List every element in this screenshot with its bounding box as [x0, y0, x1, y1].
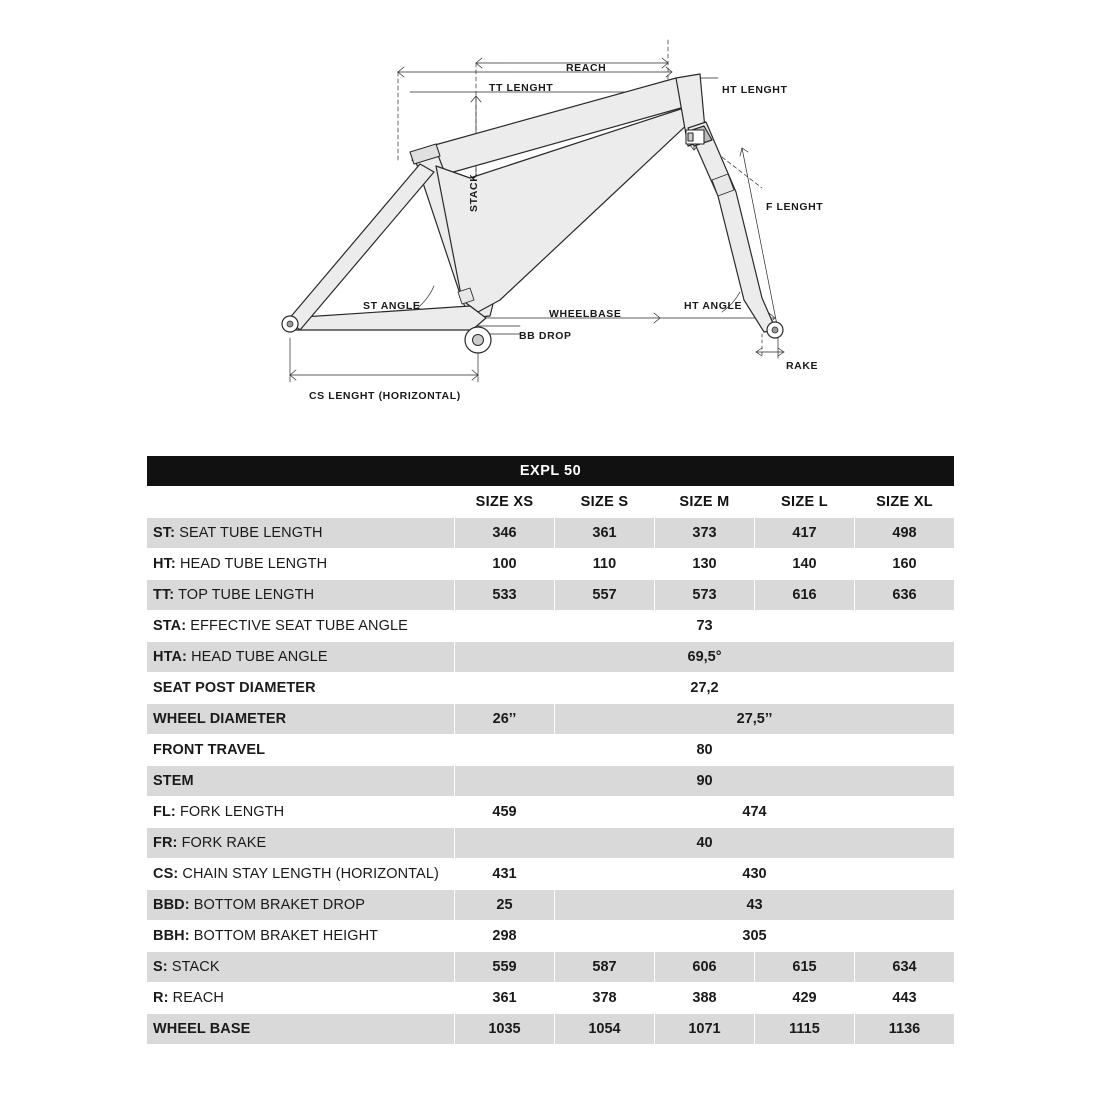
table-header-row [147, 487, 955, 518]
table-cell-value: 80 [455, 735, 955, 766]
table-row [147, 642, 955, 673]
table-cell-value: 140 [755, 549, 855, 580]
table-row [147, 580, 955, 611]
table-cell-value: 557 [555, 580, 655, 611]
table-cell-value: 388 [655, 983, 755, 1014]
table-row-label: STEM [147, 766, 455, 797]
table-row [147, 518, 955, 549]
table-cell-value: 474 [555, 797, 955, 828]
table-row [147, 921, 955, 952]
table-cell-value: 1054 [555, 1014, 655, 1045]
table-column-header: SIZE XL [855, 487, 955, 518]
label-ht-angle: HT ANGLE [684, 300, 743, 312]
label-tt-lenght: TT LENGHT [489, 82, 554, 94]
geometry-table-container [146, 455, 954, 1045]
table-row-label: STA: EFFECTIVE SEAT TUBE ANGLE [147, 611, 455, 642]
table-row-label: BBD: BOTTOM BRAKET DROP [147, 890, 455, 921]
table-header-blank [147, 487, 455, 518]
table-row [147, 704, 955, 735]
table-row [147, 828, 955, 859]
table-cell-value: 298 [455, 921, 555, 952]
table-title-row [147, 456, 955, 487]
table-row-label: WHEEL DIAMETER [147, 704, 455, 735]
table-cell-value: 634 [855, 952, 955, 983]
table-cell-value: 378 [555, 983, 655, 1014]
table-row-label: HT: HEAD TUBE LENGTH [147, 549, 455, 580]
table-cell-value: 25 [455, 890, 555, 921]
label-stack: STACK [468, 173, 480, 212]
table-cell-value: 27,5’’ [555, 704, 955, 735]
table-cell-value: 27,2 [455, 673, 955, 704]
table-title: EXPL 50 [147, 456, 955, 487]
table-row-label: BBH: BOTTOM BRAKET HEIGHT [147, 921, 455, 952]
table-cell-value: 373 [655, 518, 755, 549]
table-row [147, 766, 955, 797]
label-cs-lenght: CS LENGHT (HORIZONTAL) [309, 390, 461, 402]
table-cell-value: 1115 [755, 1014, 855, 1045]
table-row [147, 952, 955, 983]
table-cell-value: 459 [455, 797, 555, 828]
label-ht-lenght: HT LENGHT [722, 84, 788, 96]
table-column-header: SIZE M [655, 487, 755, 518]
table-cell-value: 110 [555, 549, 655, 580]
table-cell-value: 40 [455, 828, 955, 859]
table-cell-value: 160 [855, 549, 955, 580]
table-cell-value: 559 [455, 952, 555, 983]
table-cell-value: 616 [755, 580, 855, 611]
table-cell-value: 606 [655, 952, 755, 983]
table-row [147, 797, 955, 828]
table-cell-value: 130 [655, 549, 755, 580]
table-cell-value: 100 [455, 549, 555, 580]
table-cell-value: 69,5° [455, 642, 955, 673]
table-cell-value: 533 [455, 580, 555, 611]
table-row-label: ST: SEAT TUBE LENGTH [147, 518, 455, 549]
label-reach: REACH [566, 62, 607, 74]
table-row-label: TT: TOP TUBE LENGTH [147, 580, 455, 611]
label-bb-drop: BB DROP [519, 330, 572, 342]
table-cell-value: 498 [855, 518, 955, 549]
table-cell-value: 73 [455, 611, 955, 642]
table-row-label: FL: FORK LENGTH [147, 797, 455, 828]
table-column-header: SIZE S [555, 487, 655, 518]
label-wheelbase: WHEELBASE [549, 308, 622, 320]
table-row [147, 890, 955, 921]
label-f-lenght: F LENGHT [766, 201, 824, 213]
label-st-angle: ST ANGLE [363, 300, 421, 312]
bike-geometry-diagram [0, 0, 1100, 440]
table-cell-value: 636 [855, 580, 955, 611]
table-cell-value: 1136 [855, 1014, 955, 1045]
table-cell-value: 615 [755, 952, 855, 983]
table-column-header: SIZE L [755, 487, 855, 518]
table-row-label: R: REACH [147, 983, 455, 1014]
table-row [147, 549, 955, 580]
table-cell-value: 443 [855, 983, 955, 1014]
table-row-label: CS: CHAIN STAY LENGTH (HORIZONTAL) [147, 859, 455, 890]
table-cell-value: 429 [755, 983, 855, 1014]
table-row [147, 983, 955, 1014]
table-cell-value: 305 [555, 921, 955, 952]
table-row [147, 673, 955, 704]
table-cell-value: 26’’ [455, 704, 555, 735]
table-cell-value: 1035 [455, 1014, 555, 1045]
table-row [147, 611, 955, 642]
table-cell-value: 573 [655, 580, 755, 611]
table-row-label: SEAT POST DIAMETER [147, 673, 455, 704]
table-cell-value: 346 [455, 518, 555, 549]
table-cell-value: 587 [555, 952, 655, 983]
table-row-label: FRONT TRAVEL [147, 735, 455, 766]
table-row [147, 735, 955, 766]
table-row [147, 859, 955, 890]
table-cell-value: 417 [755, 518, 855, 549]
table-cell-value: 431 [455, 859, 555, 890]
label-rake: RAKE [786, 360, 819, 372]
table-cell-value: 361 [555, 518, 655, 549]
geometry-table [146, 455, 955, 1045]
table-cell-value: 90 [455, 766, 955, 797]
table-row-label: S: STACK [147, 952, 455, 983]
table-cell-value: 361 [455, 983, 555, 1014]
table-row-label: FR: FORK RAKE [147, 828, 455, 859]
table-row [147, 1014, 955, 1045]
frame-drawing [0, 0, 1100, 440]
table-cell-value: 43 [555, 890, 955, 921]
table-cell-value: 1071 [655, 1014, 755, 1045]
table-row-label: HTA: HEAD TUBE ANGLE [147, 642, 455, 673]
table-column-header: SIZE XS [455, 487, 555, 518]
table-row-label: WHEEL BASE [147, 1014, 455, 1045]
table-cell-value: 430 [555, 859, 955, 890]
